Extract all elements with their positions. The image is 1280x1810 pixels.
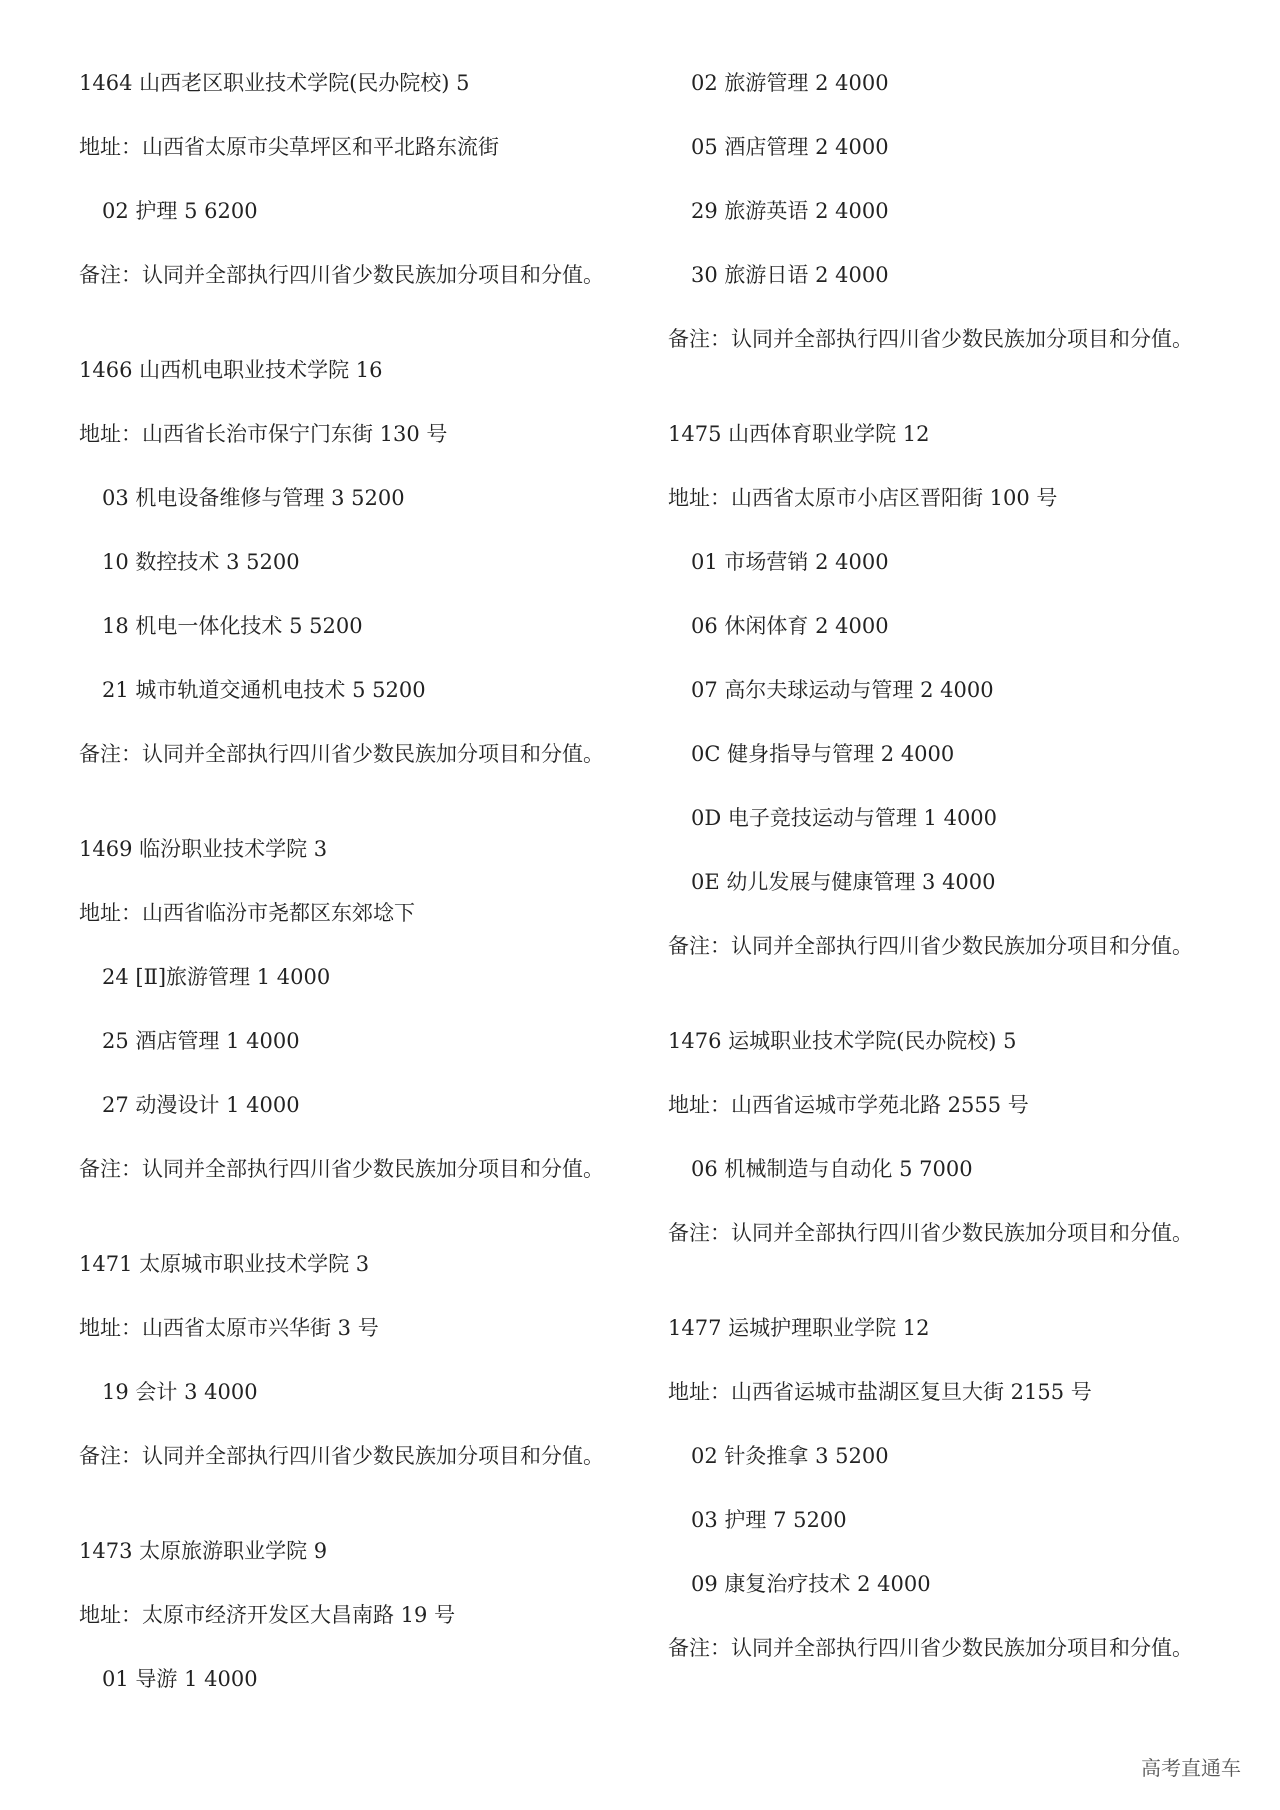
major-row: 03 护理 7 5200 [691,1508,847,1532]
major-row: 02 针灸推拿 3 5200 [691,1444,889,1468]
school-address: 地址：太原市经济开发区大昌南路 19 号 [79,1603,456,1627]
school-header: 1475 山西体育职业学院 12 [668,422,930,446]
admission-note: 备注：认同并全部执行四川省少数民族加分项目和分值。 [79,742,604,766]
major-row: 0D 电子竞技运动与管理 1 4000 [691,806,998,830]
watermark: 高考直通车 [1141,1756,1241,1780]
major-row: 19 会计 3 4000 [102,1380,258,1404]
school-address: 地址：山西省太原市兴华街 3 号 [79,1316,379,1340]
major-row: 29 旅游英语 2 4000 [691,199,889,223]
major-row: 06 休闲体育 2 4000 [691,614,889,638]
major-row: 27 动漫设计 1 4000 [102,1093,300,1117]
major-row: 0E 幼儿发展与健康管理 3 4000 [691,870,996,894]
school-address: 地址：山西省运城市盐湖区复旦大街 2155 号 [668,1380,1092,1404]
major-row: 24 [Ⅱ]旅游管理 1 4000 [102,965,331,989]
school-header: 1476 运城职业技术学院(民办院校) 5 [668,1029,1017,1053]
admission-note: 备注：认同并全部执行四川省少数民族加分项目和分值。 [79,1444,604,1468]
major-row: 21 城市轨道交通机电技术 5 5200 [102,678,426,702]
admission-note: 备注：认同并全部执行四川省少数民族加分项目和分值。 [668,934,1193,958]
admission-note: 备注：认同并全部执行四川省少数民族加分项目和分值。 [79,1157,604,1181]
school-address: 地址：山西省长治市保宁门东街 130 号 [79,422,448,446]
major-row: 05 酒店管理 2 4000 [691,135,889,159]
admission-note: 备注：认同并全部执行四川省少数民族加分项目和分值。 [668,1221,1193,1245]
school-address: 地址：山西省太原市尖草坪区和平北路东流街 [79,135,499,159]
school-header: 1469 临汾职业技术学院 3 [79,837,328,861]
major-row: 30 旅游日语 2 4000 [691,263,889,287]
major-row: 07 高尔夫球运动与管理 2 4000 [691,678,994,702]
school-header: 1466 山西机电职业技术学院 16 [79,358,383,382]
school-address: 地址：山西省运城市学苑北路 2555 号 [668,1093,1029,1117]
major-row: 10 数控技术 3 5200 [102,550,300,574]
major-row: 09 康复治疗技术 2 4000 [691,1572,931,1596]
major-row: 06 机械制造与自动化 5 7000 [691,1157,973,1181]
major-row: 0C 健身指导与管理 2 4000 [691,742,955,766]
major-row: 01 市场营销 2 4000 [691,550,889,574]
major-row: 25 酒店管理 1 4000 [102,1029,300,1053]
admission-note: 备注：认同并全部执行四川省少数民族加分项目和分值。 [668,1636,1193,1660]
major-row: 18 机电一体化技术 5 5200 [102,614,363,638]
school-header: 1471 太原城市职业技术学院 3 [79,1252,370,1276]
school-address: 地址：山西省临汾市尧都区东郊埝下 [79,901,415,925]
school-address: 地址：山西省太原市小店区晋阳街 100 号 [668,486,1058,510]
school-header: 1464 山西老区职业技术学院(民办院校) 5 [79,71,470,95]
major-row: 03 机电设备维修与管理 3 5200 [102,486,405,510]
major-row: 02 旅游管理 2 4000 [691,71,889,95]
major-row: 02 护理 5 6200 [102,199,258,223]
admission-note: 备注：认同并全部执行四川省少数民族加分项目和分值。 [79,263,604,287]
school-header: 1477 运城护理职业学院 12 [668,1316,930,1340]
major-row: 01 导游 1 4000 [102,1667,258,1691]
school-header: 1473 太原旅游职业学院 9 [79,1539,328,1563]
admission-note: 备注：认同并全部执行四川省少数民族加分项目和分值。 [668,327,1193,351]
